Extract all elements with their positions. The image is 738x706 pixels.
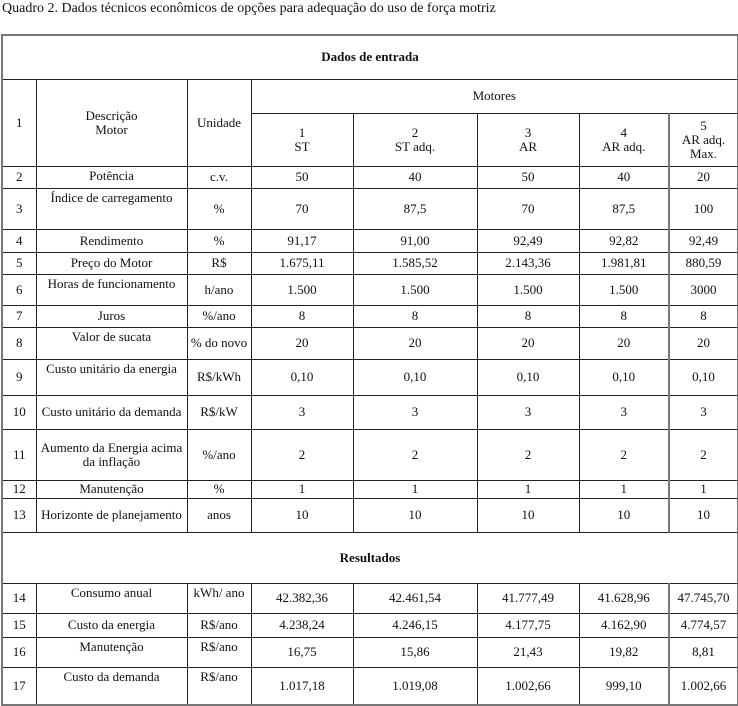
row-value: 1 [669,480,738,498]
header-row-number: 1 [2,79,36,166]
table-row [2,274,738,305]
row-description: Preço do Motor [36,252,187,274]
row-value: 91,17 [251,229,353,252]
row-value: 8,81 [669,637,738,667]
row-value: 880,59 [669,252,738,274]
row-value: 47.745,70 [669,583,738,613]
row-unit: R$/kWh [187,359,251,395]
row-unit: % do novo [187,327,251,359]
row-value: 20 [353,327,477,359]
row-value: 21,43 [477,637,579,667]
row-value: 70 [251,188,353,229]
row-unit: % [187,188,251,229]
row-value: 0,10 [669,359,738,395]
row-value: 1.002,66 [477,667,579,705]
technical-economic-table [1,34,738,706]
header-description [36,79,187,166]
row-value: 2 [579,429,669,480]
row-number: 8 [2,327,36,359]
row-number: 10 [2,395,36,429]
row-description: Custo unitário da energia [36,359,187,395]
row-value: 2 [669,429,738,480]
row-value: 4.246,15 [353,613,477,637]
row-value: 8 [669,305,738,327]
row-unit: R$/ano [187,613,251,637]
row-value: 100 [669,188,738,229]
row-unit: R$/ano [187,667,251,705]
row-unit: %/ano [187,429,251,480]
row-description: Potência [36,166,187,188]
table-row [2,498,738,532]
row-value: 87,5 [579,188,669,229]
row-value: 1.500 [477,274,579,305]
row-number: 14 [2,583,36,613]
row-value: 3 [353,395,477,429]
table-row [2,637,738,667]
row-value: 4.177,75 [477,613,579,637]
motor-name: AR [518,138,538,154]
motor-column-header [579,113,669,166]
row-description: Custo unitário da demanda [36,395,187,429]
row-value: 87,5 [353,188,477,229]
row-value: 20 [579,327,669,359]
motor-number: 3 [524,124,532,140]
row-value: 1 [477,480,579,498]
table-row [2,305,738,327]
row-number: 17 [2,667,36,705]
row-number: 7 [2,305,36,327]
header-motors: Motores [251,79,738,113]
row-value: 15,86 [353,637,477,667]
table-row [2,166,738,188]
motor-number: 2 [411,124,419,140]
row-value: 1.500 [579,274,669,305]
motor-name: AR adq. [681,131,726,147]
row-description: Consumo anual [36,583,187,613]
row-number: 13 [2,498,36,532]
row-unit: kWh/ ano [187,583,251,613]
row-number: 12 [2,480,36,498]
row-description: Manutenção [36,637,187,667]
row-value: 20 [669,327,738,359]
section-results-title: Resultados [2,532,738,583]
header-description-line1: Descrição [85,107,138,123]
row-number: 15 [2,613,36,637]
row-description: Horizonte de planejamento [36,498,187,532]
row-description: Custo da demanda [36,667,187,705]
table-row [2,359,738,395]
motor-name-extra: Max. [689,145,718,161]
table-row [2,583,738,613]
row-number: 5 [2,252,36,274]
row-value: 1 [579,480,669,498]
table-row [2,480,738,498]
row-value: 20 [477,327,579,359]
row-value: 0,10 [579,359,669,395]
row-value: 50 [251,166,353,188]
row-number: 11 [2,429,36,480]
row-value: 1.017,18 [251,667,353,705]
row-value: 3 [251,395,353,429]
row-value: 70 [477,188,579,229]
row-value: 8 [353,305,477,327]
motor-column-header [669,113,738,166]
motor-name: ST adq. [394,138,436,154]
row-value: 8 [579,305,669,327]
motor-name: ST [294,138,310,154]
row-value: 50 [477,166,579,188]
table-row [2,252,738,274]
row-number: 6 [2,274,36,305]
row-number: 3 [2,188,36,229]
motor-name: AR adq. [602,138,646,154]
motor-number: 1 [298,124,306,140]
row-description: Horas de funcionamento [36,274,187,305]
row-value: 1 [353,480,477,498]
row-value: 1.500 [353,274,477,305]
row-value: 19,82 [579,637,669,667]
row-unit: R$ [187,252,251,274]
row-number: 16 [2,637,36,667]
table-row [2,429,738,480]
table-row [2,327,738,359]
motor-number: 5 [700,117,707,133]
row-value: 3 [477,395,579,429]
row-value: 41.777,49 [477,583,579,613]
row-value: 20 [669,166,738,188]
row-value: 1.675,11 [251,252,353,274]
table-row [2,613,738,637]
row-value: 0,10 [251,359,353,395]
row-unit: c.v. [187,166,251,188]
row-value: 1.981,81 [579,252,669,274]
row-value: 92,49 [477,229,579,252]
row-value: 2 [251,429,353,480]
row-value: 40 [579,166,669,188]
row-value: 3 [669,395,738,429]
row-value: 42.461,54 [353,583,477,613]
row-value: 4.238,24 [251,613,353,637]
motor-column-header [477,113,579,166]
table-row [2,229,738,252]
row-value: 1.019,08 [353,667,477,705]
row-unit: R$/kW [187,395,251,429]
row-value: 10 [477,498,579,532]
row-description: Índice de carregamento [36,188,187,229]
row-value: 1.500 [251,274,353,305]
row-value: 2 [353,429,477,480]
row-unit: %/ano [187,305,251,327]
row-value: 20 [251,327,353,359]
row-unit: h/ano [187,274,251,305]
row-description: Valor de sucata [36,327,187,359]
row-value: 2 [477,429,579,480]
header-unit: Unidade [187,79,251,166]
row-description: Manutenção [36,480,187,498]
row-value: 4.162,90 [579,613,669,637]
motor-column-header [353,113,477,166]
row-value: 999,10 [579,667,669,705]
row-value: 41.628,96 [579,583,669,613]
row-description: Custo da energia [36,613,187,637]
table-row [2,188,738,229]
row-number: 4 [2,229,36,252]
header-description-line2: Motor [95,121,128,137]
row-unit: % [187,480,251,498]
row-value: 92,82 [579,229,669,252]
row-value: 1.002,66 [669,667,738,705]
row-value: 42.382,36 [251,583,353,613]
motor-number: 4 [620,124,627,140]
row-value: 10 [251,498,353,532]
row-value: 8 [477,305,579,327]
row-value: 1.585,52 [353,252,477,274]
row-description: Juros [36,305,187,327]
table-caption: Quadro 2. Dados técnicos econômicos de opções para adequação do uso de força motriz [2,1,496,16]
table-row [2,395,738,429]
row-number: 2 [2,166,36,188]
motor-column-header [251,113,353,166]
row-unit: % [187,229,251,252]
row-description: Rendimento [36,229,187,252]
table-row [2,667,738,705]
row-description: Aumento da Energia acima da inflação [36,429,187,480]
row-value: 92,49 [669,229,738,252]
row-value: 0,10 [353,359,477,395]
row-value: 3000 [669,274,738,305]
section-input-title: Dados de entrada [2,35,738,79]
row-value: 2.143,36 [477,252,579,274]
row-value: 40 [353,166,477,188]
row-value: 91,00 [353,229,477,252]
row-value: 10 [669,498,738,532]
row-value: 1 [251,480,353,498]
row-value: 10 [353,498,477,532]
row-value: 10 [579,498,669,532]
row-value: 3 [579,395,669,429]
row-number: 9 [2,359,36,395]
row-value: 16,75 [251,637,353,667]
row-value: 4.774,57 [669,613,738,637]
row-value: 8 [251,305,353,327]
row-value: 0,10 [477,359,579,395]
row-unit: anos [187,498,251,532]
row-unit: R$/ano [187,637,251,667]
